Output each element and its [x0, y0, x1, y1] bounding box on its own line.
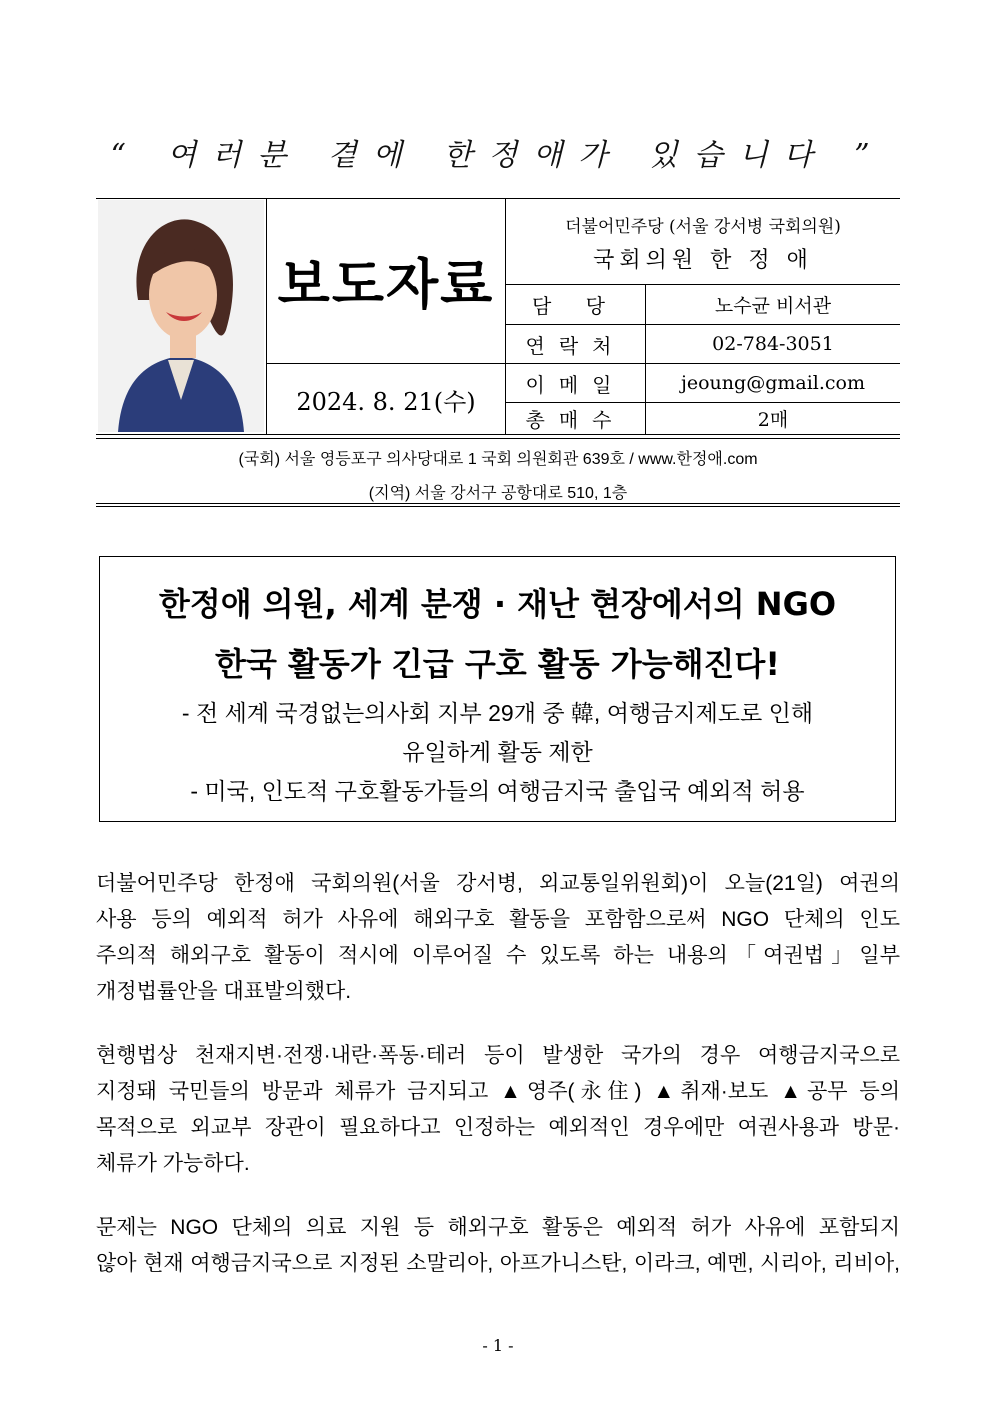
paragraph-line: 체류가 가능하다.	[96, 1152, 250, 1175]
paragraph-line: 개정법률안을 대표발의했다.	[96, 980, 352, 1003]
paragraph-line: 주의적 해외구호 활동이 적시에 이루어질 수 있도록 하는 내용의「여권법」일부	[96, 944, 900, 967]
header-bottom-rule	[96, 434, 900, 435]
slogan: “ 여러분 곁에 한정애가 있습니다 ”	[110, 138, 886, 173]
paragraph-line: 더불어민주당 한정애 국회의원(서울 강서병, 외교통일위원회)이 오늘(21일) 여권의	[96, 872, 900, 895]
paragraph-line: 지정돼 국민들의 방문과 체류가 금지되고 ▲영주(永住) ▲취재·보도 ▲공무 등의	[96, 1080, 900, 1103]
address-rule-double	[96, 506, 900, 507]
body-paragraph-1	[96, 866, 900, 1010]
contact-row-email	[506, 364, 900, 403]
headline-line-1: 한정애 의원, 세계 분쟁 · 재난 현장에서의 NGO	[158, 585, 837, 623]
contact-value: 노수균 비서관	[714, 295, 832, 317]
contact-label: 담 당	[506, 285, 646, 324]
paragraph-line: 문제는 NGO 단체의 의료 지원 등 해외구호 활동은 예외적 허가 사유에 포함되지	[96, 1216, 900, 1239]
header-bottom-rule-double	[96, 438, 900, 439]
member-name: 국회의원 한 정 애	[593, 248, 813, 273]
contact-row-manager	[506, 285, 900, 325]
party-info	[506, 198, 900, 285]
contact-value: 2매	[757, 409, 789, 431]
release-date: 2024. 8. 21(수)	[267, 364, 506, 434]
contact-label: 총매수	[506, 403, 646, 434]
headline-box	[99, 556, 896, 822]
lawmaker-photo	[96, 198, 267, 434]
page-number: - 1 -	[482, 1336, 514, 1355]
subheadline-2: 유일하게 활동 제한	[402, 739, 593, 765]
paragraph-line: 않아 현재 여행금지국으로 지정된 소말리아, 아프가니스탄, 이라크, 예멘, 시리아, 리비아,	[96, 1252, 900, 1275]
headline-line-2: 한국 활동가 긴급 구호 활동 가능해진다!	[215, 645, 780, 683]
subheadline-3: - 미국, 인도적 구호활동가들의 여행금지국 출입국 예외적 허용	[190, 778, 805, 804]
contact-row-pages	[506, 403, 900, 434]
body-paragraph-2	[96, 1038, 900, 1182]
contact-label: 이메일	[506, 364, 646, 402]
subheadline-1: - 전 세계 국경없는의사회 지부 29개 중 韓, 여행금지제도로 인해	[181, 700, 814, 726]
address-national-assembly: (국회) 서울 영등포구 의사당대로 1 국회 의원회관 639호 / www.한정애.com	[238, 451, 758, 468]
contact-row-phone	[506, 325, 900, 364]
contact-value: jeoung@gmail.com	[680, 372, 865, 394]
contact-value: 02-784-3051	[712, 333, 834, 355]
address-rule	[96, 503, 900, 504]
portrait-image	[98, 200, 264, 432]
body-paragraph-3	[96, 1210, 900, 1282]
press-release-title: 보도자료	[267, 198, 506, 364]
paragraph-line: 현행법상 천재지변·전쟁·내란·폭동·테러 등이 발생한 국가의 경우 여행금지국으로	[96, 1044, 900, 1067]
party-name: 더불어민주당 (서울 강서병 국회의원)	[565, 217, 841, 237]
paragraph-line: 목적으로 외교부 장관이 필요하다고 인정하는 예외적인 경우에만 여권사용과 방문·	[96, 1116, 900, 1139]
contact-label: 연락처	[506, 325, 646, 363]
address-local-office: (지역) 서울 강서구 공항대로 510, 1층	[368, 485, 628, 502]
paragraph-line: 사용 등의 예외적 허가 사유에 해외구호 활동을 포함함으로써 NGO 단체의 인도	[96, 908, 900, 931]
